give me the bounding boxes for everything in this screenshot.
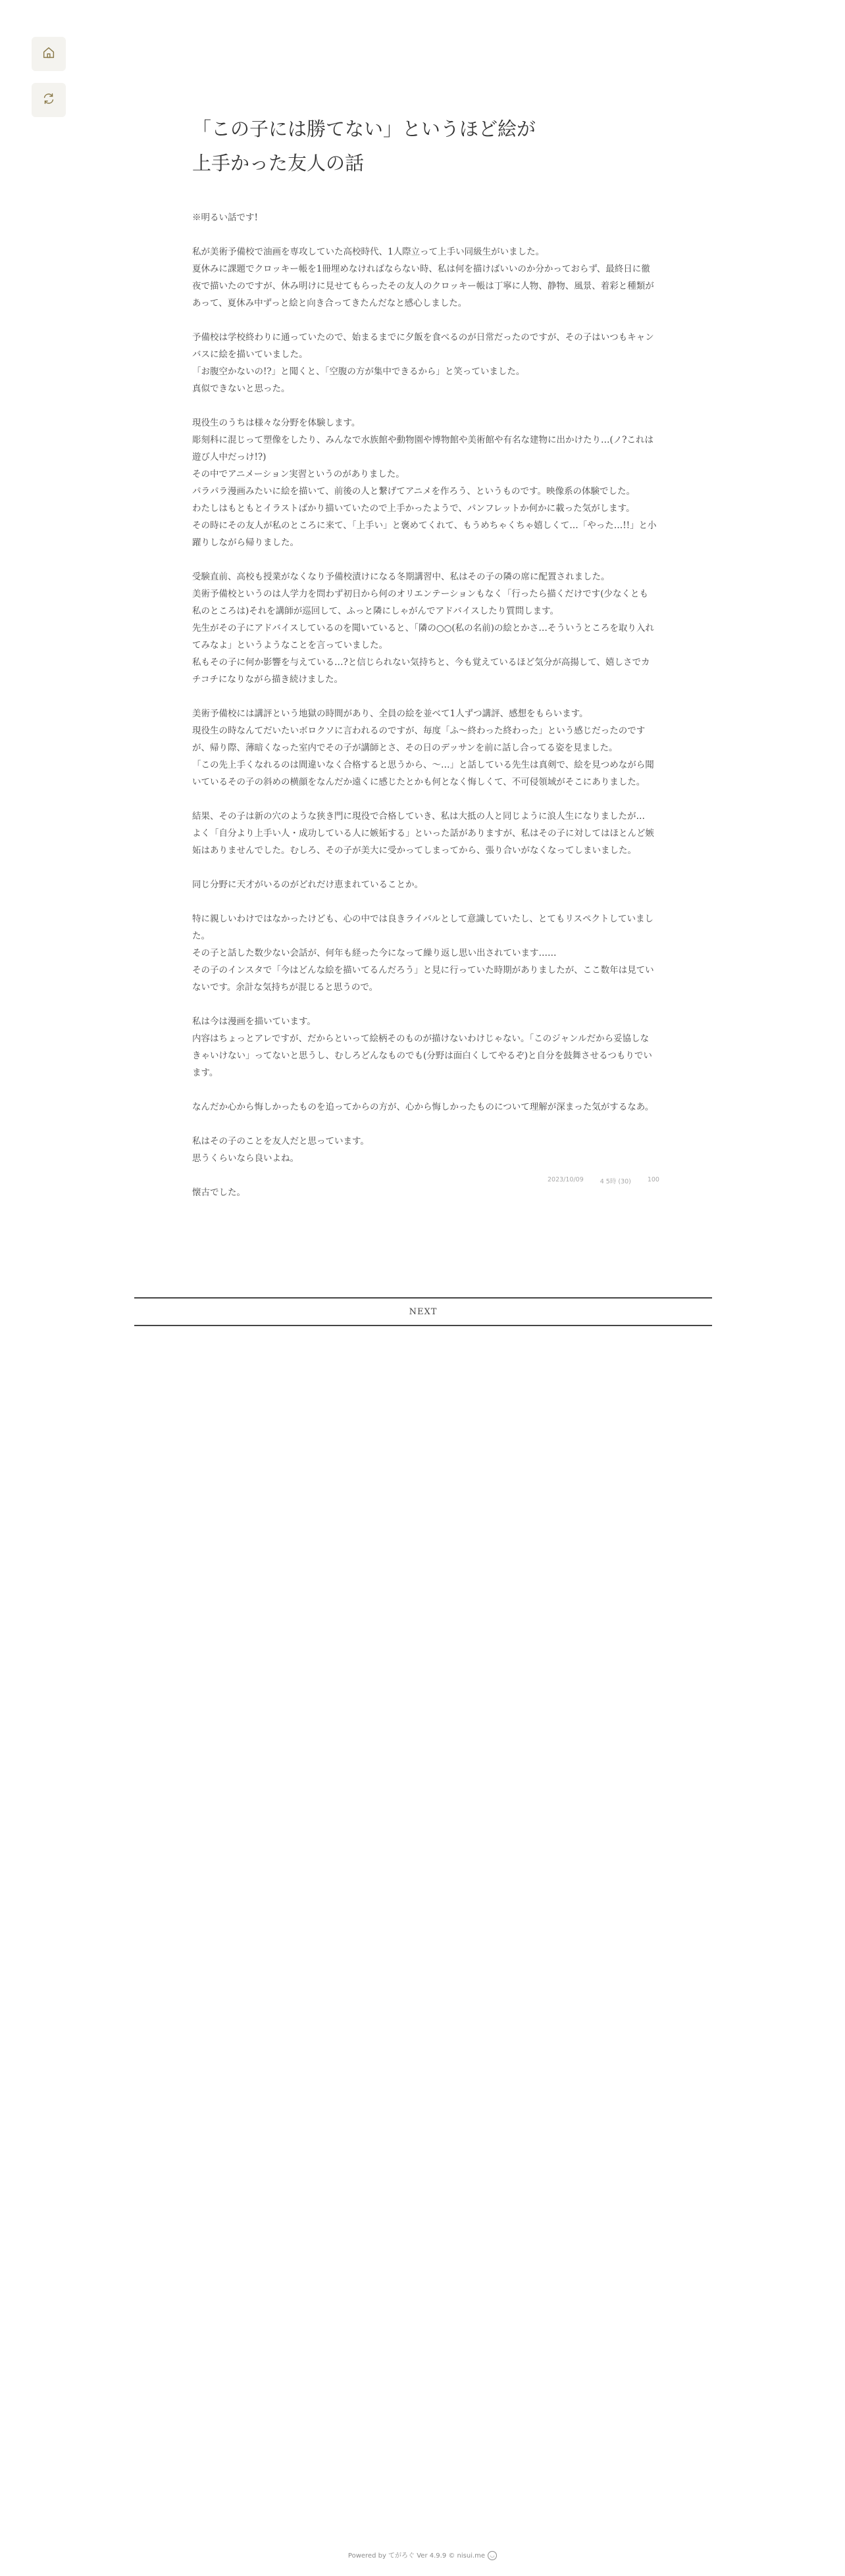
post-line: 彫刻科に混じって塑像をしたり、みんなで水族館や動物園や博物館や美術館や有名な建物に出かけたり…(ノ?これは遊び人中だっけ!?) (192, 435, 654, 462)
post-line: 同じ分野に天才がいるのがどれだけ恵まれていることか。 (192, 879, 423, 890)
post-line: その中でアニメーション実習というのがありました。 (192, 469, 405, 480)
refresh-icon (41, 91, 56, 109)
post-paragraph (192, 1099, 657, 1116)
post-line: 私もその子に何か影響を与えている…?と信じられない気持ちと、今も覚えているほど気分が高揚して、嬉しさでカチコチになりながら描き続けました。 (192, 657, 650, 685)
post-line: ※明るい話です! (192, 212, 258, 223)
post-line: 私は今は漫画を描いています。 (192, 1016, 316, 1027)
next-label: NEXT (409, 1306, 438, 1317)
post-title (192, 112, 561, 180)
post-line: 現役生の時なんてだいたいボロクソに言われるのですが、毎度「ふ～終わった終わった」という感じだったのですが、帰り際、薄暗くなった室内でその子が講師とさ、その日のデッサンを前に話し合ってる姿を見ました。 (192, 726, 646, 753)
post-line: 真似できないと思った。 (192, 384, 290, 394)
post-line: 思うくらいなら良いよね。 (192, 1153, 299, 1164)
home-icon (41, 45, 56, 62)
post-time: 4 5時 (30) (600, 1178, 631, 1185)
smile-icon: ◡ (488, 2551, 497, 2560)
post-line: 美術予備校には講評という地獄の時間があり、全員の絵を並べて1人ずつ講評、感想をもらいます。 (192, 708, 588, 719)
post-line: 「この先上手くなれるのは間違いなく合格すると思うから、～…」と話している先生は真剣で、絵を見つめながら聞いているその子の斜めの横顔をなんだか遠くに感じたとかも何となく悔しくて、不可侵領域がそこにありました。 (192, 760, 654, 787)
post-title-line2: 上手かった友人の話 (192, 152, 365, 174)
post-paragraph (192, 808, 657, 859)
post-line: 現役生のうちは様々な分野を体験します。 (192, 418, 361, 428)
post-line: 受験直前、高校も授業がなくなり予備校漬けになる冬期講習中、私はその子の隣の席に配置されました。 (192, 572, 610, 582)
post-date[interactable]: 2023/10/09 (548, 1176, 584, 1183)
post-line: 内容はちょっとアレですが、だからといって絵柄そのものが描けないわけじゃない。「このジャンルだから妥協しなきゃいけない」ってないと思うし、むしろどんなものでも(分野は面白くしてやるぞ)と自分を鼓舞させるつもりでいます。 (192, 1033, 652, 1078)
post-paragraph (192, 876, 657, 893)
post-line: その子と話した数少ない会話が、何年も経った今になって繰り返し思い出されています…… (192, 948, 557, 958)
post-line: 私はその子のことを友人だと思っています。 (192, 1136, 369, 1147)
post-line: 懐古でした。 (192, 1187, 245, 1198)
post-line: 予備校は学校終わりに通っていたので、始まるまでに夕飯を食べるのが日常だったのですが、その子はいつもキャンバスに絵を描いていました。 (192, 332, 654, 360)
post-line: 夏休みに課題でクロッキー帳を1冊埋めなければならない時、私は何を描けばいいのか分かっておらず、最終日に徹夜で描いたのですが、休み明けに見せてもらったその友人のクロッキー帳は丁寧に人物、静物、風景、着彩と種類があって、夏休み中ずっと絵と向き合ってきたんだなと感心しました。 (192, 264, 654, 309)
post-count[interactable]: 100 (647, 1176, 659, 1183)
post-line: 私が美術予備校で油画を専攻していた高校時代、1人際立って上手い同級生がいました。 (192, 247, 545, 257)
post-body (192, 209, 657, 1218)
post-paragraph (192, 1184, 657, 1201)
post-paragraph (192, 1133, 657, 1167)
post-line: その子のインスタで「今はどんな絵を描いてるんだろう」と見に行っていた時期がありましたが、ここ数年は見ていないです。余計な気持ちが混じると思うので。 (192, 965, 654, 993)
post-paragraph (192, 910, 657, 996)
post-title-line1: 「この子には勝てない」というほど絵が (192, 118, 536, 140)
post-line: パラパラ漫画みたいに絵を描いて、前後の人と繋げてアニメを作ろう、というものです。映像系の体験でした。 (192, 486, 635, 497)
post-paragraph (192, 705, 657, 791)
post-paragraph (192, 209, 657, 226)
post-line: その時にその友人が私のところに来て、「上手い」と褒めてくれて、もうめちゃくちゃ嬉しくて…「やった…!!」と小躍りしながら帰りました。 (192, 520, 657, 548)
home-button[interactable] (32, 37, 66, 71)
refresh-button[interactable] (32, 83, 66, 117)
post-meta (548, 1176, 659, 1185)
post-paragraph (192, 243, 657, 312)
post-paragraph (192, 1013, 657, 1081)
post-paragraph (192, 329, 657, 397)
post-line: 特に親しいわけではなかったけども、心の中では良きライバルとして意識していたし、とてもリスペクトしていました。 (192, 914, 654, 941)
footer-text: Powered by てがろぐ Ver 4.9.9 © nisui.me (347, 2552, 486, 2560)
next-page-button[interactable] (134, 1297, 712, 1326)
post-line: 「お腹空かないの!?」と聞くと、「空腹の方が集中できるから」と笑っていました。 (192, 366, 525, 377)
post-line: よく「自分より上手い人・成功している人に嫉妬する」といった話がありますが、私はその子に対してはほとんど嫉妬はありませんでした。むしろ、その子が美大に受かってしまってから、張り合いがなくなってしまいました。 (192, 828, 654, 856)
post-paragraph (192, 568, 657, 688)
post-line: 美術予備校というのは人学力を問わず初日から何のオリエンテーションもなく「行ったら描くだけです(少なくとも私のところは)それを講師が巡回して、ふっと隣にしゃがんでアドバイスしたり質問します。 (192, 589, 648, 616)
post-paragraph (192, 414, 657, 551)
post-line: わたしはもともとイラストばかり描いていたので上手かったようで、パンフレットか何かに載った気がします。 (192, 503, 635, 514)
post-line: なんだか心から悔しかったものを追ってからの方が、心から悔しかったものについて理解が深まった気がするなあ。 (192, 1102, 654, 1112)
post-line: 結果、その子は新の穴のような狭き門に現役で合格していき、私は大抵の人と同じように浪人生になりましたが… (192, 811, 645, 822)
post-line: 先生がその子にアドバイスしているのを聞いていると、「隣の○○(私の名前)の絵とかさ…そういうところを取り入れてみなよ」というようなことを言っていました。 (192, 623, 654, 651)
footer (0, 2550, 845, 2560)
